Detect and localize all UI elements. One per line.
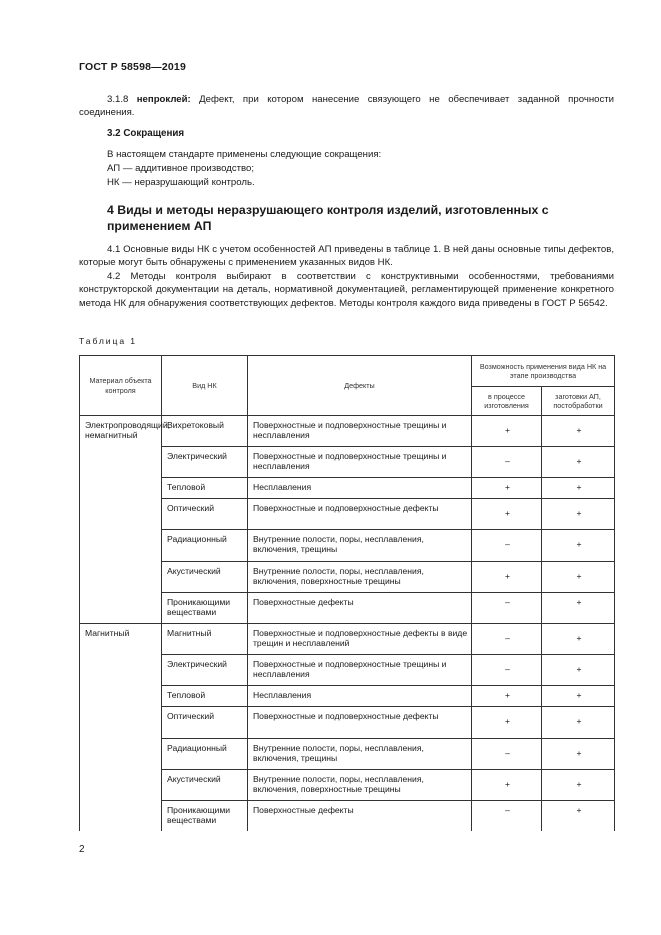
in-process-mark: + (472, 416, 542, 447)
header-post-process: заготовки АП, постобработки (542, 387, 615, 416)
nk-type-cell: Радиационный (162, 530, 248, 562)
material-cell: Магнитный (80, 624, 162, 831)
header-defects: Дефекты (248, 356, 472, 416)
post-process-mark: + (542, 478, 615, 499)
nk-type-cell: Электрический (162, 655, 248, 686)
defects-cell: Внутренние полости, поры, несплавления, включения, трещины (248, 530, 472, 562)
defects-cell: Поверхностные и подповерхностные трещины и несплавления (248, 447, 472, 478)
defects-cell: Поверхностные и подповерхностные дефекты (248, 707, 472, 739)
abbr-item: НК — неразрушающий контроль. (107, 177, 255, 188)
post-process-mark: + (542, 801, 615, 831)
nk-type-cell: Проникающими веществами (162, 593, 248, 624)
document-header: ГОСТ Р 58598—2019 (79, 61, 187, 73)
defects-cell: Поверхностные и подповерхностные трещины и несплавления (248, 416, 472, 447)
post-process-mark: + (542, 770, 615, 801)
header-material: Материал объекта контроля (80, 356, 162, 416)
nk-type-cell: Акустический (162, 770, 248, 801)
in-process-mark: – (472, 593, 542, 624)
table-caption: Таблица 1 (79, 336, 137, 346)
defects-cell: Несплавления (248, 686, 472, 707)
in-process-mark: – (472, 624, 542, 655)
header-possibility: Возможность применения вида НК на этапе производства (472, 356, 615, 387)
in-process-mark: – (472, 739, 542, 770)
in-process-mark: + (472, 478, 542, 499)
nk-type-cell: Оптический (162, 707, 248, 739)
header-nk-type: Вид НК (162, 356, 248, 416)
defects-cell: Несплавления (248, 478, 472, 499)
definition-3-1-8 (79, 93, 614, 120)
post-process-mark: + (542, 655, 615, 686)
post-process-mark: + (542, 593, 615, 624)
post-process-mark: + (542, 562, 615, 593)
in-process-mark: + (472, 562, 542, 593)
table-row (80, 416, 615, 447)
abbr-intro: В настоящем стандарте применены следующие сокращения: (107, 149, 382, 160)
defects-table (79, 355, 615, 831)
header-in-process: в процессе изготовления (472, 387, 542, 416)
in-process-mark: + (472, 770, 542, 801)
in-process-mark: + (472, 707, 542, 739)
defects-cell: Поверхностные дефекты (248, 801, 472, 831)
nk-type-cell: Тепловой (162, 686, 248, 707)
in-process-mark: + (472, 499, 542, 530)
definition-text: Дефект, при котором нанесение связующего не обеспечивает заданной прочности соединения. (79, 94, 615, 119)
definition-term: непроклей: (136, 94, 191, 105)
nk-type-cell: Оптический (162, 499, 248, 530)
post-process-mark: + (542, 707, 615, 739)
post-process-mark: + (542, 686, 615, 707)
subsection-title: 3.2 Сокращения (107, 128, 185, 139)
defects-cell: Поверхностные дефекты (248, 593, 472, 624)
in-process-mark: + (472, 686, 542, 707)
post-process-mark: + (542, 499, 615, 530)
nk-type-cell: Вихретоковый (162, 416, 248, 447)
defects-cell: Поверхностные и подповерхностные трещины и несплавления (248, 655, 472, 686)
paragraph-4-1: 4.1 Основные виды НК с учетом особенностей АП приведены в таблице 1. В ней даны основные типы дефектов, которые могут быть обнаружены с применением указанных видов НК. (79, 244, 614, 269)
abbr-item: АП — аддитивное производство; (107, 163, 255, 174)
nk-type-cell: Акустический (162, 562, 248, 593)
section-title: 4 Виды и методы неразрушающего контроля изделий, изготовленных с применением АП (107, 203, 549, 233)
defects-cell: Внутренние полости, поры, несплавления, включения, поверхностные трещины (248, 770, 472, 801)
in-process-mark: – (472, 801, 542, 831)
defects-cell: Внутренние полости, поры, несплавления, включения, поверхностные трещины (248, 562, 472, 593)
nk-type-cell: Тепловой (162, 478, 248, 499)
defects-cell: Поверхностные и подповерхностные дефекты (248, 499, 472, 530)
nk-type-cell: Радиационный (162, 739, 248, 770)
in-process-mark: – (472, 447, 542, 478)
defects-cell: Внутренние полости, поры, несплавления, включения, трещины (248, 739, 472, 770)
in-process-mark: – (472, 655, 542, 686)
material-cell: Электропроводящий, немагнитный (80, 416, 162, 624)
nk-type-cell: Магнитный (162, 624, 248, 655)
nk-type-cell: Проникающими веществами (162, 801, 248, 831)
post-process-mark: + (542, 739, 615, 770)
post-process-mark: + (542, 416, 615, 447)
in-process-mark: – (472, 530, 542, 562)
definition-number: 3.1.8 (107, 94, 129, 105)
defects-cell: Поверхностные и подповерхностные дефекты в виде трещин и несплавлений (248, 624, 472, 655)
page-number: 2 (79, 844, 85, 855)
post-process-mark: + (542, 530, 615, 562)
nk-type-cell: Электрический (162, 447, 248, 478)
post-process-mark: + (542, 447, 615, 478)
post-process-mark: + (542, 624, 615, 655)
table-row (80, 624, 615, 655)
paragraph-4-2: 4.2 Методы контроля выбирают в соответствии с конструктивными особенностями, требованиями конструкторской документации на деталь, нормативной документацией, регламентирующей применение конкретного метода НК для обнаружения соответствующих дефектов. Методы контроля каждого вида приведены в ГОСТ Р 56542. (79, 271, 614, 309)
